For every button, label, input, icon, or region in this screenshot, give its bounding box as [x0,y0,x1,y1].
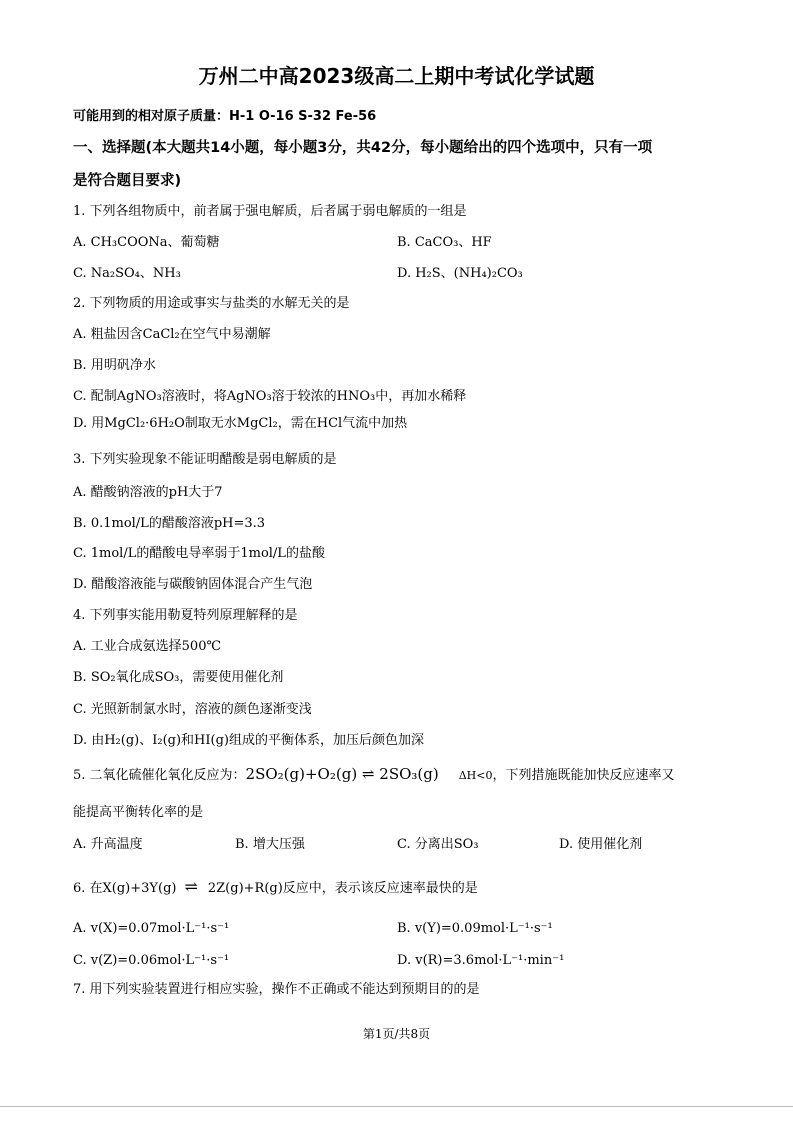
q6-stem-pre: 6. 在X(g)+3Y(g) [73,881,177,896]
page-footer: 第1页/共8页 [362,1027,431,1041]
q2-option-c: C. 配制AgNO₃溶液时，将AgNO₃溶于较浓的HNO₃中，再加水稀释 [73,389,467,404]
q1-option-c: C. Na₂SO₄、NH₃ [73,266,181,281]
q5-equation: 2SO₂(g)+O₂(g) ⇌ 2SO₃(g) [245,765,439,783]
section-heading-line1: 一、选择题(本大题共14小题，每小题3分，共42分，每小题给出的四个选项中，只有一项 [73,140,653,156]
q3-option-a: A. 醋酸钠溶液的pH大于7 [73,485,223,500]
q5-stem [73,765,675,785]
q5-option-c: C. 分离出SO₃ [397,837,479,852]
q5-stem-pre: 5. 二氧化硫催化氧化反应为： [73,768,246,783]
q3-stem: 3. 下列实验现象不能证明醋酸是弱电解质的是 [73,452,337,467]
q4-option-b: B. SO₂氧化成SO₃，需要使用催化剂 [73,670,284,685]
q1-option-b: B. CaCO₃、HF [397,235,492,250]
q2-option-a: A. 粗盐因含CaCl₂在空气中易潮解 [73,327,271,342]
page-title: 万州二中高2023级高二上期中考试化学试题 [198,64,595,88]
q2-stem: 2. 下列物质的用途或事实与盐类的水解无关的是 [73,296,350,311]
q7-stem: 7. 用下列实验装置进行相应实验，操作不正确或不能达到预期目的的是 [73,982,480,997]
q6-stem [73,878,478,898]
q2-option-d: D. 用MgCl₂·6H₂O制取无水MgCl₂，需在HCl气流中加热 [73,416,408,431]
q3-option-c: C. 1mol/L的醋酸电导率弱于1mol/L的盐酸 [73,546,325,561]
page-divider [0,1106,793,1107]
q5-option-a: A. 升高温度 [73,837,143,852]
q5-option-b: B. 增大压强 [235,837,305,852]
q3-option-b: B. 0.1mol/L的醋酸溶液pH=3.3 [73,516,266,531]
q3-option-d: D. 醋酸溶液能与碳酸钠固体混合产生气泡 [73,577,313,592]
section-heading-line2: 是符合题目要求) [73,173,182,189]
q2-option-b: B. 用明矾净水 [73,358,156,373]
q6-option-c: C. v(Z)=0.06mol·L⁻¹·s⁻¹ [73,953,230,968]
q1-option-d: D. H₂S、(NH₄)₂CO₃ [397,266,523,281]
q4-option-a: A. 工业合成氨选择500℃ [73,639,222,654]
q6-stem-post: 2Z(g)+R(g)反应中，表示该反应速率最快的是 [207,881,478,896]
q6-option-d: D. v(R)=3.6mol·L⁻¹·min⁻¹ [397,953,565,968]
q4-option-c: C. 光照新制氯水时，溶液的颜色逐渐变浅 [73,702,312,717]
q5-delta-h: ΔH<0 [458,769,493,782]
q6-option-b: B. v(Y)=0.09mol·L⁻¹·s⁻¹ [397,921,553,936]
q1-option-a: A. CH₃COONa、葡萄糖 [73,235,220,250]
q4-option-d: D. 由H₂(g)、I₂(g)和HI(g)组成的平衡体系，加压后颜色加深 [73,733,424,748]
q6-option-a: A. v(X)=0.07mol·L⁻¹·s⁻¹ [73,921,230,936]
q5-stem-post: ，下列措施既能加快反应速率又 [492,768,675,783]
q4-stem: 4. 下列事实能用勒夏特列原理解释的是 [73,608,298,623]
q5-stem-line2: 能提高平衡转化率的是 [73,805,204,820]
equilibrium-arrow-icon: ⇌ [184,877,198,896]
q1-stem: 1. 下列各组物质中，前者属于强电解质，后者属于弱电解质的一组是 [73,204,467,219]
q5-option-d: D. 使用催化剂 [559,837,643,852]
atomic-masses: 可能用到的相对原子质量：H-1 O-16 S-32 Fe-56 [73,109,377,124]
